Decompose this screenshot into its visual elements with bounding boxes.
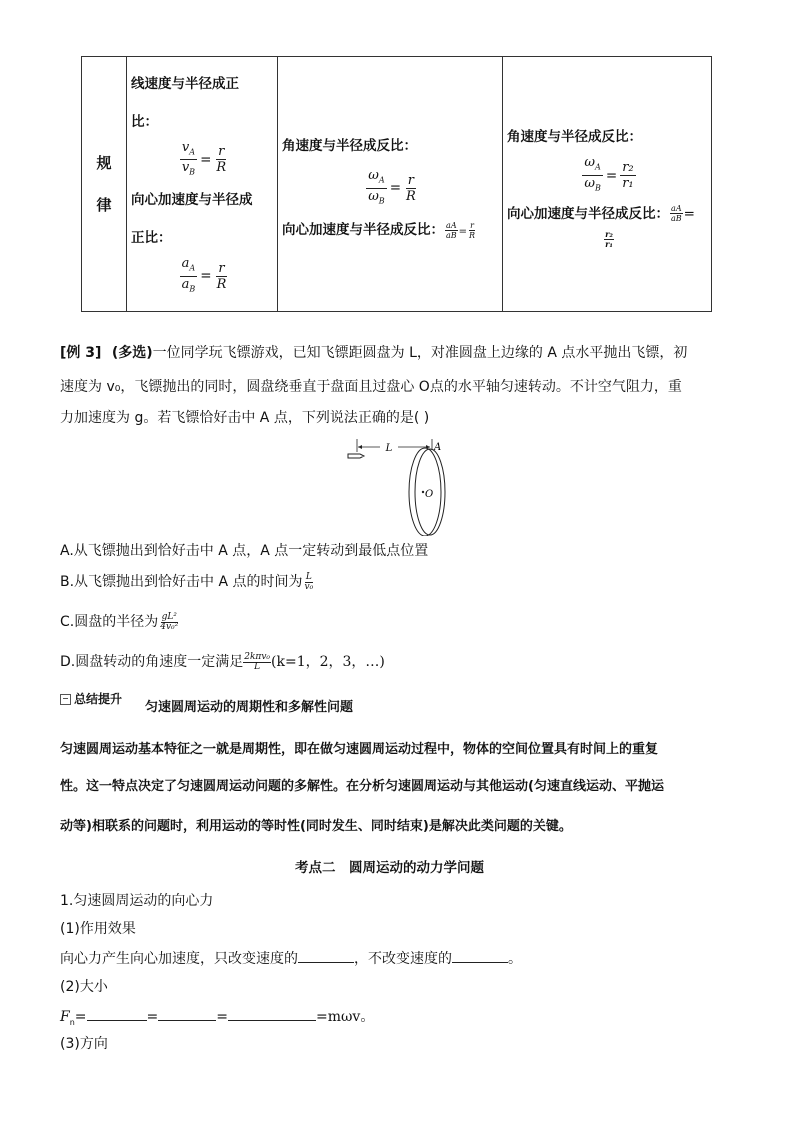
example-line3: 力加速度为 g。若飞镖恰好击中 A 点，下列说法正确的是( ) bbox=[60, 410, 430, 426]
col3-line1: 角速度与半径成反比： bbox=[507, 129, 642, 146]
option-a: A.从飞镖抛出到恰好击中 A 点，A 点一定转动到最低点位置 bbox=[60, 543, 429, 559]
section-title: 考点二 圆周运动的动力学问题 bbox=[295, 860, 484, 876]
col1-formula2: $\frac{a_A}{a_B}$ = $\frac{r}{R}$ bbox=[181, 256, 227, 294]
col2-line2: 向心加速度与半径成反比： $\frac{aA}{aB}$ = $\frac{r}{R}$ bbox=[282, 220, 476, 240]
svg-text:L: L bbox=[385, 443, 393, 454]
dart-disc-figure bbox=[340, 436, 460, 536]
col-same-belt bbox=[503, 57, 712, 312]
summary-tag: 总结提升 bbox=[60, 690, 122, 707]
blank-5[interactable] bbox=[228, 1006, 316, 1021]
option-b: B.从飞镖抛出到恰好击中 A 点的时间为 $\frac{L}{\text{v₀}}$ bbox=[60, 571, 314, 592]
row-label-char-2: 律 bbox=[96, 196, 112, 214]
col1-line2: 比： bbox=[131, 113, 158, 130]
col3-line2: 向心加速度与半径成反比： $\frac{aA}{aB}$ = bbox=[507, 204, 695, 224]
svg-text:A: A bbox=[434, 442, 442, 453]
blank-4[interactable] bbox=[158, 1006, 216, 1021]
col1-line4: 正比： bbox=[131, 230, 172, 246]
dart-icon bbox=[348, 454, 364, 458]
blank-1[interactable] bbox=[298, 948, 354, 963]
row-label-char-1: 规 bbox=[96, 154, 112, 172]
sub-3: (3)方向 bbox=[60, 1036, 108, 1052]
blank-3[interactable] bbox=[87, 1006, 147, 1021]
col3-formula1: $\frac{\omega_A}{\omega_B}$ = $\frac{\text{r₂}}{\text{r₁}}$ bbox=[584, 155, 634, 193]
col1-formula1: $\frac{v_A}{v_B}$ = $\frac{r}{R}$ bbox=[181, 139, 227, 177]
example-text-1: 一位同学玩飞镖游戏，已知飞镖距圆盘为 L，对准圆盘上边缘的 A 点水平抛出飞镖，初 bbox=[152, 345, 688, 361]
item-1: 1.匀速圆周运动的向心力 bbox=[60, 893, 214, 909]
col-linear-speed bbox=[127, 57, 278, 312]
sub-2: (2)大小 bbox=[60, 979, 108, 995]
col1-line3: 向心加速度与半径成 bbox=[131, 192, 253, 208]
example-line1 bbox=[60, 343, 687, 363]
col-same-axis bbox=[278, 57, 503, 312]
example-tag: [例 3] bbox=[60, 345, 102, 361]
col2-line1: 角速度与半径成反比： bbox=[282, 137, 417, 154]
svg-text:O: O bbox=[425, 489, 434, 500]
option-d: D.圆盘转动的角速度一定满足 $\frac{\text{2kπv₀}}{L}$ (k=1，2，3，…) bbox=[60, 651, 385, 672]
col2-formula1: $\frac{\omega_A}{\omega_B}$ = $\frac{r}{R}$ bbox=[368, 167, 416, 206]
sub-1: (1)作用效果 bbox=[60, 921, 136, 937]
example-type: (多选) bbox=[111, 345, 153, 361]
sub-1-text: 向心力产生向心加速度，只改变速度的 ，不改变速度的 。 bbox=[60, 948, 522, 969]
summary-line1: 匀速圆周运动基本特征之一就是周期性，即在做匀速圆周运动过程中，物体的空间位置具有时间上的重复 bbox=[60, 742, 659, 757]
col1-line1: 线速度与半径成正 bbox=[131, 75, 239, 92]
summary-title: 匀速圆周运动的周期性和多解性问题 bbox=[145, 700, 354, 715]
example-line2: 速度为 v₀，飞镖抛出的同时，圆盘绕垂直于盘面且过盘心 O点的水平轴匀速转动。不计空气阻力，重 bbox=[60, 379, 682, 395]
summary-line3: 动等)相联系的问题时，利用运动的等时性(同时发生、同时结束)是解决此类问题的关键。 bbox=[60, 819, 572, 834]
row-label bbox=[82, 57, 127, 312]
summary-box-icon bbox=[60, 694, 71, 705]
blank-2[interactable] bbox=[452, 948, 508, 963]
col3-formula2: $\frac{\text{r₂}}{\text{r₁}}$ bbox=[605, 228, 613, 249]
summary-line2: 性。这一特点决定了匀速圆周运动问题的多解性。在分析匀速圆周运动与其他运动(匀速直线运动、平抛运 bbox=[60, 779, 664, 794]
fn-formula: $F_n=$ = = =mωv。 bbox=[60, 1006, 374, 1033]
option-c: C.圆盘的半径为 $\frac{\text{gL²}}{\text{4v₀²}}$ bbox=[60, 611, 179, 632]
rule-table bbox=[81, 56, 712, 312]
